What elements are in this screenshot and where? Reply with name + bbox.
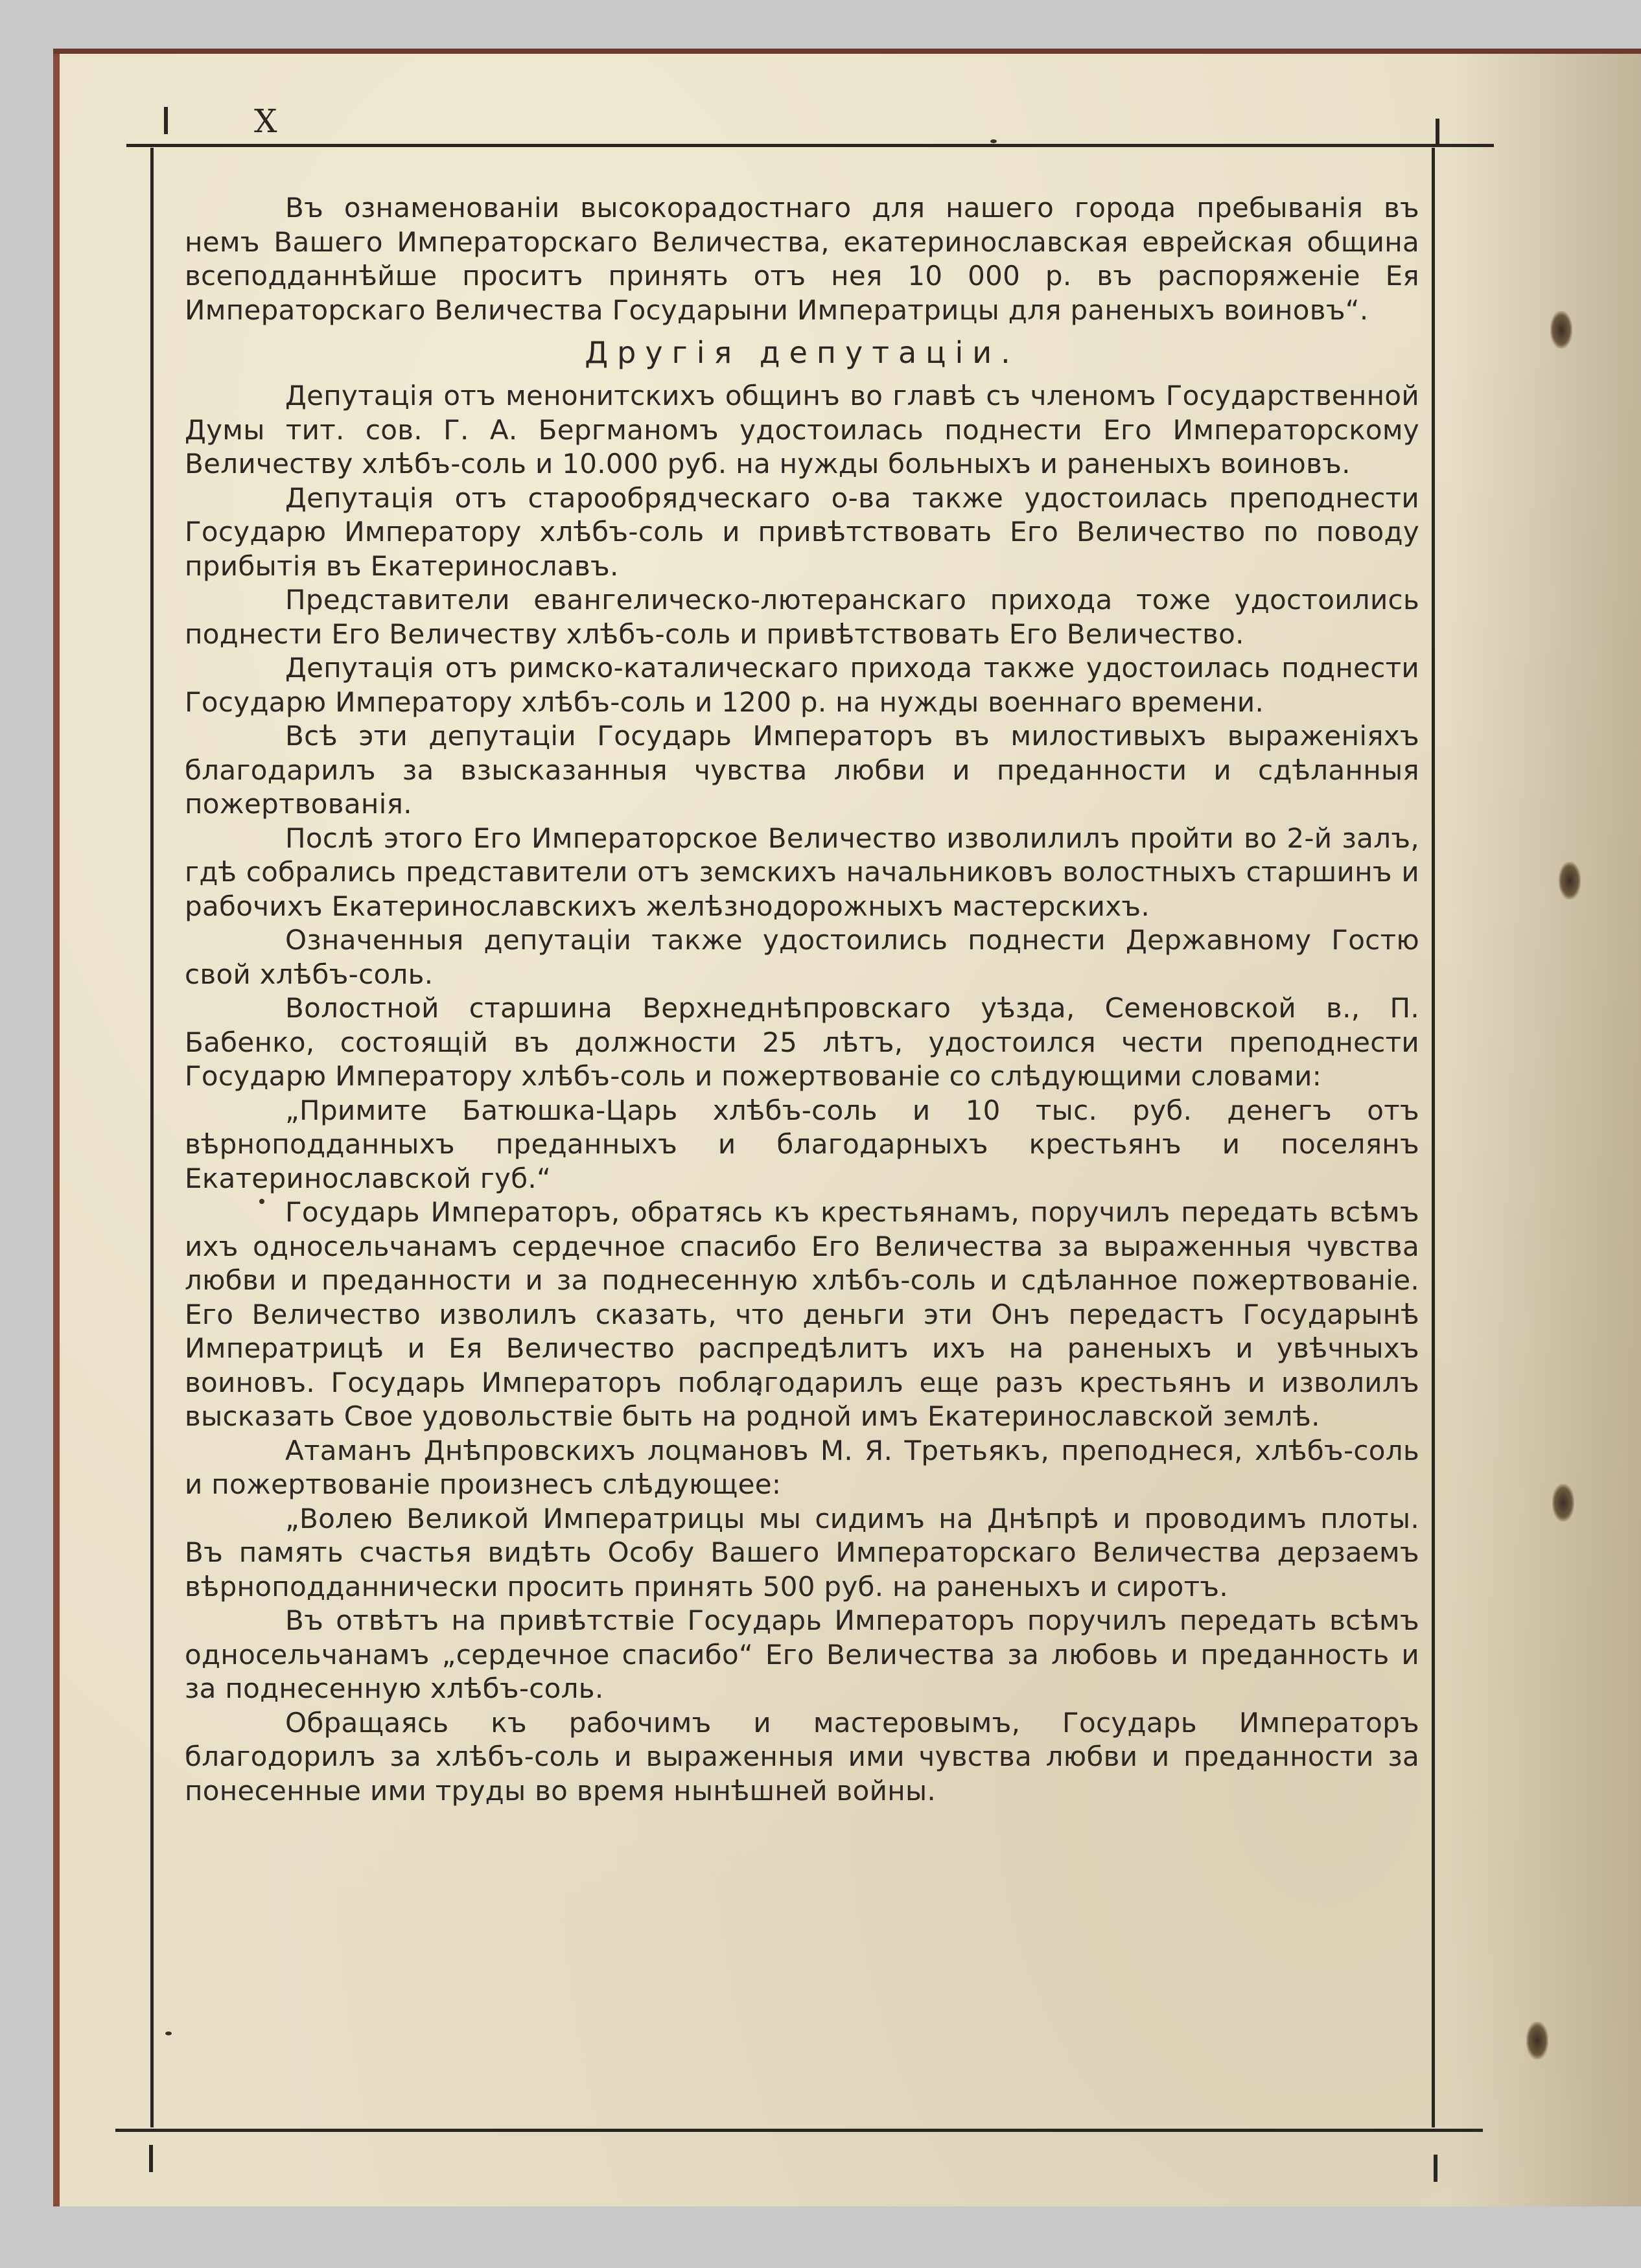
paragraph: Въ ознаменованіи высокорадостнаго для нашего города пребыванія въ немъ Вашего Императорскаго Величества, екатериноcлавская еврейская община всеподданнѣйше проситъ принять отъ нея 10 000 р. въ распоряженіе Ея Императорскаго Величества Государыни Императрицы для раненыхъ воиновъ“. [185,192,1419,326]
top-rule [126,144,1494,147]
paragraph: Послѣ этого Его Императорское Величество изволилилъ пройти во 2-й залъ, гдѣ собрались представители отъ земскихъ начальниковъ волостныхъ старшинъ и рабочихъ Екатеринославскихъ желѣзнодорожныхъ мастерскихъ. [185,822,1419,922]
page-number: X [254,102,277,140]
paragraph: Обращаясь къ рабочимъ и мастеровымъ, Государь Императоръ благодорилъ за хлѣбъ-соль и выраженныя ими чувства любви и преданности за понесенные ими труды во время нынѣшней войны. [185,1706,1419,1807]
paragraph: Депутація отъ римско-каталическаго прихода также удостоилась поднести Государю Императору хлѣбъ-соль и 1200 р. на нужды военнаго времени. [185,652,1419,718]
bottom-rule [115,2129,1483,2132]
page-edge [53,54,60,2206]
paragraph: Означенныя депутаціи также удостоились поднести Державному Гостю свой хлѣбъ-соль. [185,924,1419,990]
paragraph: „Примите Батюшка-Царь хлѣбъ-соль и 10 тыс. руб. денегъ отъ вѣрноподданныхъ преданныхъ и благодарныхъ крестьянъ и поселянъ Екатеринославской губ.“ [185,1094,1419,1194]
paragraph: Волостной старшина Верхнеднѣпровскаго уѣзда, Семеновской в., П. Бабенко, состоящій въ должности 25 лѣтъ, удостоился чести преподнести Государю Императору хлѣбъ-соль и пожертвованіе со слѣдующими словами: [185,992,1419,1092]
binding-hole [1550,311,1572,349]
paragraph: „Волею Великой Императрицы мы сидимъ на Днѣпрѣ и проводимъ плоты. Въ память счастья видѣть Особу Вашего Императорскаго Величества дерзаемъ вѣрноподданнически просить принять 500 руб. на раненыхъ и сиротъ. [185,1502,1419,1603]
corner-mark-top-left [164,107,168,134]
corner-mark-bottom-left [149,2145,153,2172]
paragraph: Депутація отъ старообрядческаго о-ва также удостоилась преподнести Государю Императору хлѣбъ-соль и привѣтствовать Его Величество по поводу прибытія въ Екатеринославъ. [185,481,1419,582]
paragraph: Представители евангелическо-лютеранскаго прихода тоже удостоились поднести Его Величеству хлѣбъ-соль и привѣтствовать Его Величество. [185,584,1419,650]
binding-hole [1552,1484,1574,1522]
section-heading: Другія депутаціи. [585,335,1019,370]
binding-hole [1559,862,1581,899]
paper-speck [990,139,997,143]
corner-mark-bottom-right [1434,2155,1437,2182]
paragraph: Депутація отъ менонитскихъ общинъ во главѣ съ членомъ Государственной Думы тит. сов. Г. А. Бергманомъ удостоилась поднести Его Императорскому Величеству хлѣбъ-соль и 10.000 руб. на нужды больныхъ и раненыхъ воиновъ. [185,380,1419,480]
corner-mark-top-right [1436,119,1439,146]
paragraph: Всѣ эти депутаціи Государь Императоръ въ милостивыхъ выраженіяхъ благодарилъ за взысказанныя чувства любви и преданности и сдѣланныя пожертвованія. [185,720,1419,820]
binding-hole [1526,2022,1548,2059]
paragraph: Государь Императоръ, обратясь къ крестьянамъ, поручилъ передать всѣмъ ихъ односельчанамъ сердечное спасибо Его Величества за выраженныя чувства любви и преданности и за поднесенную хлѣбъ-соль и сдѣланное пожертвованіе. Его Величество изволилъ сказать, что деньги эти Онъ передастъ Государынѣ Императрицѣ и Ея Величество распредѣлитъ ихъ на раненыхъ и увѣчныхъ воиновъ. Государь Императоръ поблагодарилъ еще разъ крестьянъ и изволилъ высказать Свое удовольствіе быть на родной имъ Екатеринославской землѣ. [185,1196,1419,1432]
paper-speck [165,2031,172,2035]
paragraph: Въ отвѣтъ на привѣтствіе Государь Императоръ поручилъ передать всѣмъ односельчанамъ „сердечное спасибо“ Его Величества за любовь и преданность и за поднесенную хлѣбъ-соль. [185,1604,1419,1704]
article-text [185,191,1419,1808]
paragraph: Атаманъ Днѣпровскихъ лоцмановъ М. Я. Третьякъ, преподнеся, хлѣбъ-соль и пожертвованіе произнесъ слѣдующее: [185,1434,1419,1500]
